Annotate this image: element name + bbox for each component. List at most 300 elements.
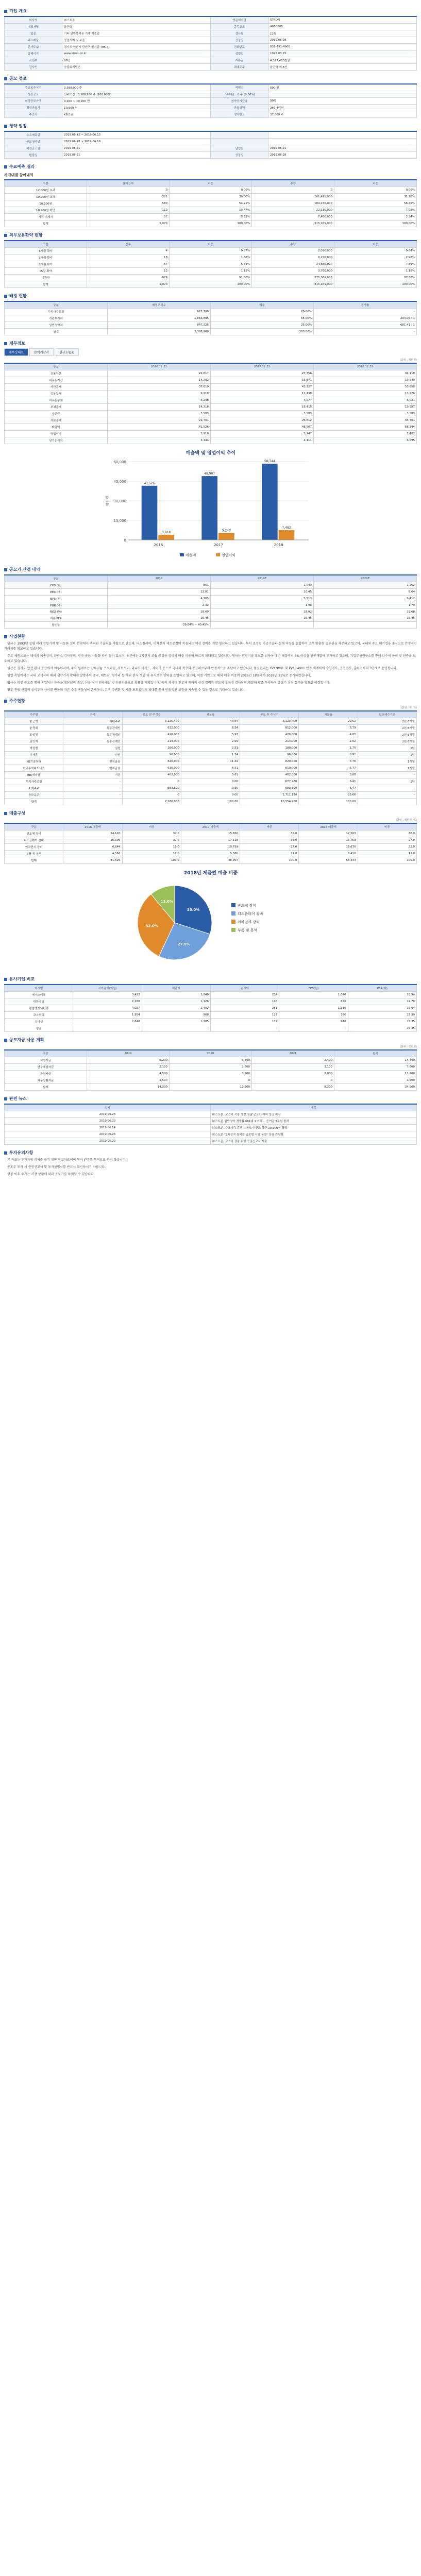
table-row (5, 281, 417, 288)
allocation-cell: 55.00% (211, 315, 314, 322)
table-row (5, 1125, 417, 1131)
schedule-label: 수요예측일 (5, 131, 62, 139)
table-row (5, 1077, 417, 1084)
company-row (5, 37, 417, 44)
table-row (5, 275, 417, 281)
y-tick-label: 15,000 (113, 519, 126, 523)
offering-label: 청약한도 (211, 111, 268, 118)
bar-data-label: 7,482 (281, 526, 291, 530)
shareholders-cell: 기관 (63, 772, 122, 778)
valuation-cell: 4,705 (108, 596, 211, 602)
shareholders-unit-note: (단위 : 주, %) (400, 706, 417, 709)
table-row (5, 248, 417, 255)
demand-cell: 184,230,000 (252, 200, 334, 207)
shareholders-cell: 8.54 (181, 725, 240, 732)
peer-cell: 251 (210, 1005, 279, 1012)
y-tick-label: 30,000 (113, 499, 126, 503)
section-bullet-icon (4, 1097, 7, 1100)
valuation-cell: 15.45 (211, 615, 314, 622)
company-row (5, 64, 417, 71)
peer-cell: 1,954 (73, 1012, 142, 1019)
revenue_mix-cell: 48,907 (181, 857, 240, 864)
news-cell: 2019.06.03 (5, 1131, 211, 1138)
offering-row (5, 91, 417, 98)
lockup-cell: 5.33% (170, 261, 252, 268)
valuation-cell: 1,043 (211, 582, 314, 589)
legend-label: 영업이익 (221, 553, 235, 557)
y-tick-label: 60,000 (113, 460, 126, 464)
table-row (5, 851, 417, 857)
table-row (5, 207, 417, 214)
demand-cell: 321 (87, 194, 170, 200)
section-peer-title: 유사기업 비교 (4, 976, 417, 982)
news-cell[interactable]: ㈜스트론, 코스닥 시장 상장 첫날 공모가 대비 상승 마감 (211, 1111, 417, 1118)
offering-row (5, 105, 417, 111)
offering-label: 구주매출 : 0 주 (0.00%) (211, 91, 268, 98)
section-allocation-title: 배정 현황 (4, 293, 417, 299)
shareholders-cell: KB기술투자 (5, 758, 63, 765)
y-axis-label: 백만원 (105, 495, 110, 506)
peer-column-header: EPS(원) (279, 985, 348, 992)
shareholders-cell: 2.02 (299, 738, 358, 745)
notice-line: 공모주 투자 시 증권신고서 및 투자설명서를 반드시 확인하시기 바랍니다. (7, 1165, 106, 1169)
fund_use-cell: 8,300 (252, 1084, 334, 1091)
table-row (5, 582, 417, 589)
shareholders-cell: 100.00 (299, 799, 358, 805)
bar-매출액 (201, 476, 217, 540)
fund_use-cell: 1,500 (87, 1077, 170, 1084)
lockup-cell: 275,361,000 (252, 275, 334, 281)
table-row (5, 1057, 417, 1064)
table-row (5, 1005, 417, 1012)
allocation-cell: 우리사주조합 (5, 309, 108, 315)
revenue_mix-cell: 22.0 (240, 844, 299, 851)
shareholders-cell: 214,000 (240, 738, 299, 745)
schedule-label: 공모청약일 (5, 139, 62, 145)
table-row (5, 1111, 417, 1118)
shareholders-column-header: 주주명 (5, 711, 63, 718)
bar-data-label: 58,344 (264, 460, 275, 464)
shareholders-cell: 3,120,400 (240, 718, 299, 725)
revenue_mix-cell: 5,380 (181, 851, 240, 857)
peer-cell: 15.45 (348, 1025, 416, 1032)
demand-column-header: 수량 (252, 180, 334, 187)
shareholders-cell: 677,780 (240, 778, 299, 785)
lockup-cell: 15일 확약 (5, 268, 87, 275)
schedule-value: 2019.06.12 ~ 2019.06.13 (62, 131, 211, 139)
demand-cell: 58.46% (334, 200, 417, 207)
peer-cell: 유니셋 (5, 1019, 73, 1025)
offering-label: 액면가 (211, 84, 268, 91)
table-row (5, 1138, 417, 1145)
shareholders-cell: 7,166,000 (122, 799, 181, 805)
peer-cell: 2,188 (73, 998, 142, 1005)
table-row (5, 745, 417, 752)
company-label: 홈페이지 (5, 50, 62, 57)
revenue_mix-cell: 41,526 (63, 857, 122, 864)
financials-cell: 41,526 (108, 424, 211, 431)
revenue_mix-cell: 11.0 (358, 851, 416, 857)
offering-value: 신주모집 : 3,388,900 주 (100.00%) (62, 91, 211, 98)
bar-영업이익 (278, 530, 294, 540)
allocation-cell: - (314, 309, 417, 315)
bar-매출액 (262, 464, 278, 540)
fund_use-cell: 7,800 (334, 1064, 417, 1071)
shareholders-cell: 610,000 (240, 765, 299, 772)
peer-cell: 14.78 (348, 998, 416, 1005)
valuation-cell (314, 622, 417, 629)
company-label: 감사인 (5, 64, 62, 71)
shareholders-cell: 402,000 (240, 772, 299, 778)
revenue_mix-cell: 14,120 (63, 831, 122, 837)
fund_use-cell: 채무상환자금 (5, 1077, 87, 1084)
shareholders-cell: 2.51 (181, 745, 240, 752)
company-value: 경기도 안산시 단원구 원시동 785-4 (62, 44, 211, 50)
company-value: 정밀기계 및 부품 (62, 37, 211, 44)
revenue_mix-column-header: 비중 (358, 823, 416, 831)
financials-cell: 33,701 (314, 417, 417, 424)
bar-매출액 (141, 486, 157, 540)
valuation-cell: 1,262 (314, 582, 417, 589)
fund_use-column-header: 2019 (87, 1050, 170, 1057)
shareholders-cell: - (63, 778, 122, 785)
revenue_mix-cell: 부품 및 용역 (5, 851, 63, 857)
shareholders-cell: 한국투자파트너스 (5, 765, 63, 772)
section-shareholders-title: 주주현황 (4, 698, 417, 704)
demand-subtitle: 가격대별 참여내역 (4, 173, 33, 177)
pie-data-label: 27.0% (177, 942, 190, 946)
lockup-header-row (5, 241, 417, 248)
shareholders-cell: 2년 6개월 (358, 725, 416, 732)
table-row (5, 329, 417, 335)
business-paragraph: 주요 제품으로는 웨이퍼 이송장비, 글라스 검사장비, 전극 공정 자동화 라인 등이 있으며, 최근에는 2차전지 조립 공정용 장비의 매출 비중이 빠르게 확대되고 있습니다. 당사는 원천기술 확보를 위하여 매년 매출액의 4% 이상을 연구개발에 투자하고 있으며, 기업부설연구소를 통해 다수의 특허 및 인증을 보유하고 있습니다. (4, 654, 416, 663)
offering-table (4, 83, 417, 118)
valuation-cell: 851 (108, 582, 211, 589)
offering-label: 상장공모 (5, 91, 62, 98)
shareholders-cell: - (63, 785, 122, 792)
offering-value: 500 원 (268, 84, 417, 91)
company-value: 4,327,463천원 (268, 57, 417, 64)
fund_use-cell: 2,600 (170, 1064, 252, 1071)
financials-column-header: 2016.12.31 (108, 363, 211, 370)
demand-cell: 가격 미제시 (5, 214, 87, 221)
demand-cell: 7.02% (334, 207, 417, 214)
section-business-title: 사업현황 (4, 634, 417, 639)
fund-use-table (4, 1049, 417, 1091)
tab-cash-flow[interactable]: 현금흐름표 (55, 348, 79, 356)
peer-cell: 16.04 (348, 1005, 416, 1012)
revenue_mix-cell: 11.0 (122, 851, 181, 857)
shareholders-cell (358, 799, 416, 805)
financials-cell: 19,957 (314, 404, 417, 411)
tab-balance-sheet[interactable]: 재무상태표 (4, 348, 28, 356)
valuation-cell: 12.81 (108, 589, 211, 596)
revenue_mix-cell: 이차전지 장비 (5, 844, 63, 851)
fund_use-cell: 운영자금 (5, 1071, 87, 1077)
peer-cell: 1,840 (142, 992, 210, 998)
revenue_mix-column-header: 비중 (240, 823, 299, 831)
shareholders-cell: 2,711,120 (240, 792, 299, 799)
demand-column-header: 구분 (5, 180, 87, 187)
business-paragraph: 생산은 경기도 안산 본사 공장에서 이루어지며, 주요 원재료는 알루미늄 프로파일, 서보모터, 리니어 가이드, 제어기 등으로 국내외 복수의 공급처로부터 안정적으로 조달하고 있습니다. 품질관리는 ISO 9001 및 ISO 14001 인증 체계하에 수입검사, 공정검사, 출하검사의 3단계로 운영됩니다. (7, 667, 398, 670)
lockup-cell: 1.19% (334, 268, 417, 275)
revenue_mix-cell: 32.0 (240, 831, 299, 837)
revenue_mix-header-row (5, 823, 417, 831)
bar-data-label: 5,247 (222, 529, 231, 533)
table-row (5, 844, 417, 851)
shareholders-cell: 683,600 (240, 785, 299, 792)
demand-cell: 10,900원 미만 (5, 207, 87, 214)
peer-cell: 148 (210, 998, 279, 1005)
valuation-cell: 5,513 (211, 596, 314, 602)
shareholders-cell: 3,120,400 (122, 718, 181, 725)
shareholders-cell: 합계 (5, 799, 63, 805)
table-row (5, 404, 417, 411)
lockup-cell: 100.00% (334, 281, 417, 288)
lockup-cell: 3개월 확약 (5, 255, 87, 261)
news-cell: 2019.05.22 (5, 1138, 211, 1145)
valuation-header-row (5, 575, 417, 582)
shareholders-cell: 2년 6개월 (358, 738, 416, 745)
revenue-mix-unit-note: (단위 : 백만원, %) (396, 819, 417, 822)
company-value: STRON (268, 16, 417, 24)
peer-cell: 에이스테크 (5, 992, 73, 998)
lockup-cell: 합계 (5, 281, 87, 288)
revenue_mix-cell: 합계 (5, 857, 63, 864)
shareholders-cell: 1년 (358, 778, 416, 785)
news-cell: 2019.06.20 (5, 1118, 211, 1125)
offering-value: 9,200 ~ 10,900 원 (62, 98, 211, 105)
financials-cell: 16,415 (211, 404, 314, 411)
table-row (5, 799, 417, 805)
lockup-cell: 57 (87, 261, 170, 268)
table-row (5, 837, 417, 844)
peer-cell: - (142, 1025, 210, 1032)
offering-value: KB증권 (62, 111, 211, 118)
demand-table (4, 179, 417, 227)
schedule-row (5, 145, 417, 152)
revenue_mix-cell: 58,344 (299, 857, 358, 864)
company-value: 승일회계법인 (62, 64, 211, 71)
financials-cell: 3,583 (108, 411, 211, 417)
demand-cell: 100.00% (334, 221, 417, 227)
financials-cell: 6,095 (314, 437, 417, 444)
table-row (5, 718, 417, 725)
valuation-table (4, 574, 417, 629)
table-row (5, 792, 417, 799)
shareholders-cell: 820,000 (122, 758, 181, 765)
financials-cell: 5,208 (108, 397, 211, 404)
financials-header-row (5, 363, 417, 370)
lockup-cell: 1.68% (170, 255, 252, 261)
table-row (5, 322, 417, 329)
financials-column-header: 2017.12.31 (211, 363, 314, 370)
company-label: 전화번호 (211, 44, 268, 50)
fund_use-cell: 6,200 (87, 1057, 170, 1064)
offering-value (268, 91, 417, 98)
shareholders-cell: 100.00 (181, 799, 240, 805)
peer-cell: 한솔엔지니어링 (5, 1005, 73, 1012)
chart-title: 매출액 및 영업이익 추이 (186, 451, 235, 456)
financials-column-header: 2018.12.31 (314, 363, 417, 370)
shareholders-cell: 이재훈 (5, 752, 63, 758)
allocation-column-header: 배정주식수 (108, 301, 211, 309)
lockup-cell: 2.90% (334, 255, 417, 261)
shareholders-column-header: 지분율 (299, 711, 358, 718)
section-schedule-title: 청약 일정 (4, 123, 417, 129)
shareholders-cell: 6.41 (299, 778, 358, 785)
financials-cell: 22,701 (108, 417, 211, 424)
news-cell[interactable]: ㈜스트론, 수요예측 흥행… 공모가 밴드 상단 10,900원 확정 (211, 1125, 417, 1131)
shareholders-cell: 10,554,900 (240, 799, 299, 805)
lockup-cell: 1개월 확약 (5, 261, 87, 268)
bar-data-label: 48,907 (204, 472, 215, 476)
offering-label: 공모금액 (211, 105, 268, 111)
financials-cell: 34,118 (314, 370, 417, 377)
financials-cell: 48,907 (211, 424, 314, 431)
financials-cell: 19,540 (314, 377, 417, 384)
financials-cell: 6,031 (314, 397, 417, 404)
business-paragraph: 영업 측면에서는 국내 고객사의 해외 생산기지 확대에 발맞추어 중국, 베트남, 헝가리 등 해외 현지 셋업 및 유지보수 인력을 운영하고 있으며, 이를 기반으로 해외 매출 비중이 2016년 18%에서 2018년 31%로 증가하였습니다. (7, 674, 311, 677)
company-row (5, 16, 417, 24)
valuation-cell: 2.32 (108, 602, 211, 609)
x-tick-label: 2018 (274, 543, 283, 547)
fund_use-cell: 5,800 (170, 1057, 252, 1064)
bar-data-label: 3,918 (161, 531, 171, 535)
valuation-cell: 29.84% ~ 40.45% (108, 622, 211, 629)
section-bullet-icon (4, 77, 7, 80)
company-label: 본사주소 (5, 44, 62, 50)
shareholders-header-row (5, 711, 417, 718)
schedule-row (5, 152, 417, 159)
shareholders-cell: 3.80 (299, 772, 358, 778)
allocation-column-header: 구분 (5, 301, 108, 309)
shareholders-column-header: 관계 (63, 711, 122, 718)
shareholders-cell: 5.77 (299, 765, 358, 772)
fund_use-cell: 14,400 (334, 1057, 417, 1064)
legend-label: 매출액 (185, 553, 196, 557)
revenue_mix-cell: 17,118 (181, 837, 240, 844)
company-label: 업종 (5, 30, 62, 37)
demand-cell: 112 (87, 207, 170, 214)
schedule-value (268, 131, 417, 139)
peer-cell: 4,027 (73, 1005, 142, 1012)
financials-cell: 7,482 (314, 431, 417, 437)
peer-cell: 908 (142, 1012, 210, 1019)
financials-cell: 5,247 (211, 431, 314, 437)
shareholders-cell: 11.44 (181, 758, 240, 765)
shareholders-cell: 윤성민 (5, 732, 63, 738)
valuation-cell: 적용 PER (5, 615, 108, 622)
valuation-cell: 8.64 (314, 589, 417, 596)
offering-value: 369.4억원 (268, 105, 417, 111)
notice-line: 상장 이후 주가는 시장 상황에 따라 공모가를 하회할 수 있습니다. (7, 1173, 95, 1176)
revenue_mix-cell: 39.0 (122, 837, 181, 844)
company-label: 대표자명 (5, 24, 62, 30)
offering-label: 주간사 (5, 111, 62, 118)
shareholders-cell: 6.47 (299, 785, 358, 792)
shareholders-cell: 180,000 (240, 745, 299, 752)
shareholders-cell: 임원 (63, 745, 122, 752)
fund_use-header-row (5, 1050, 417, 1057)
company-label: 종목코드 (211, 24, 268, 30)
schedule-value (268, 139, 417, 145)
demand-cell: 100.00% (170, 221, 252, 227)
news-cell[interactable]: ㈜스트론 "2차전지 장비로 글로벌 시장 공략" 상장 간담회 (211, 1131, 417, 1138)
schedule-table (4, 131, 417, 159)
revenue-pie-chart (103, 867, 319, 971)
news-cell: 2019.06.14 (5, 1125, 211, 1131)
section-notice-title: 투자유의사항 (4, 1150, 417, 1156)
table-row (5, 384, 417, 391)
lockup-cell: 7.89% (334, 261, 417, 268)
financials-cell: 당기순이익 (5, 437, 108, 444)
business-paragraph: 당사는 1993년 설립 이래 정밀기계 및 자동화 설비 분야에서 축적된 기술력을 바탕으로 반도체, 디스플레이, 이차전지 제조공정에 적용되는 핵심 장비를 개발·생산하고 있습니다. 특히 초정밀 가공기술과 설계 역량을 결합하여 고객 맞춤형 솔루션을 제공하고 있으며, 국내외 주요 대기업을 중심으로 안정적인 거래처를 확보하고 있습니다. (4, 642, 417, 651)
table-row (5, 268, 417, 275)
financials-cell: 영업이익 (5, 431, 108, 437)
peer-cell: 127 (210, 1012, 279, 1019)
financials-table (4, 363, 417, 444)
legend-swatch (180, 553, 184, 556)
fund_use-cell: 연구개발자금 (5, 1064, 87, 1071)
shareholders-cell: 5.61 (181, 772, 240, 778)
bar-영업이익 (158, 535, 174, 540)
allocation-cell: 847,225 (108, 322, 211, 329)
table-row (5, 725, 417, 732)
financials-cell: 26,812 (211, 417, 314, 424)
schedule-value: 2019.06.21 (62, 145, 211, 152)
shareholders-cell: 5.79 (299, 725, 358, 732)
news-cell[interactable]: ㈜스트론, 코스닥 상장 위한 증권신고서 제출 (211, 1138, 417, 1145)
news-cell[interactable]: ㈜스트론 일반청약 경쟁률 681대 1 기록… 증거금 3조원 몰려 (211, 1118, 417, 1125)
company-label: 회사명 (5, 16, 62, 24)
allocation-cell: - (314, 329, 417, 335)
shareholders-cell: 김민자 (5, 738, 63, 745)
financials-column-header: 구분 (5, 363, 108, 370)
peer-cell: 1,310 (279, 1005, 348, 1012)
section-bullet-icon (4, 234, 7, 237)
table-row (5, 370, 417, 377)
shareholders-cell: 683,600 (122, 785, 181, 792)
demand-cell: 10.47% (170, 207, 252, 214)
shareholders-cell: 5.97 (181, 732, 240, 738)
demand-cell: 30.00% (170, 194, 252, 200)
allocation-column-header: 비율 (211, 301, 314, 309)
section-bullet-icon (4, 700, 7, 703)
lockup-cell: 979 (87, 275, 170, 281)
financials-cell: 4,111 (211, 437, 314, 444)
peer-cell: 대한정밀 (5, 998, 73, 1005)
peer-cell: - (279, 1025, 348, 1032)
company-row (5, 44, 417, 50)
table-row (5, 377, 417, 384)
tab-income-statement[interactable]: 손익계산서 (29, 348, 54, 356)
demand-cell: 0 (252, 187, 334, 194)
revenue_mix-cell: 30.0 (358, 831, 416, 837)
revenue_mix-cell: 100.0 (358, 857, 416, 864)
fund-use-unit-note: (단위 : 백만원) (400, 1045, 417, 1048)
revenue_mix-cell: 디스플레이 장비 (5, 837, 63, 844)
company-value: 2019.06.28 (268, 37, 417, 44)
shareholders-cell: 2년 6개월 (358, 732, 416, 738)
news-column-header: 일자 (5, 1104, 211, 1111)
table-row (5, 391, 417, 397)
table-row (5, 778, 417, 785)
pie-data-label: 30.0% (187, 907, 199, 912)
y-tick-label: 0 (124, 538, 126, 543)
lockup-cell: 315,161,000 (252, 281, 334, 288)
peer-cell: 2,640 (73, 1019, 142, 1025)
